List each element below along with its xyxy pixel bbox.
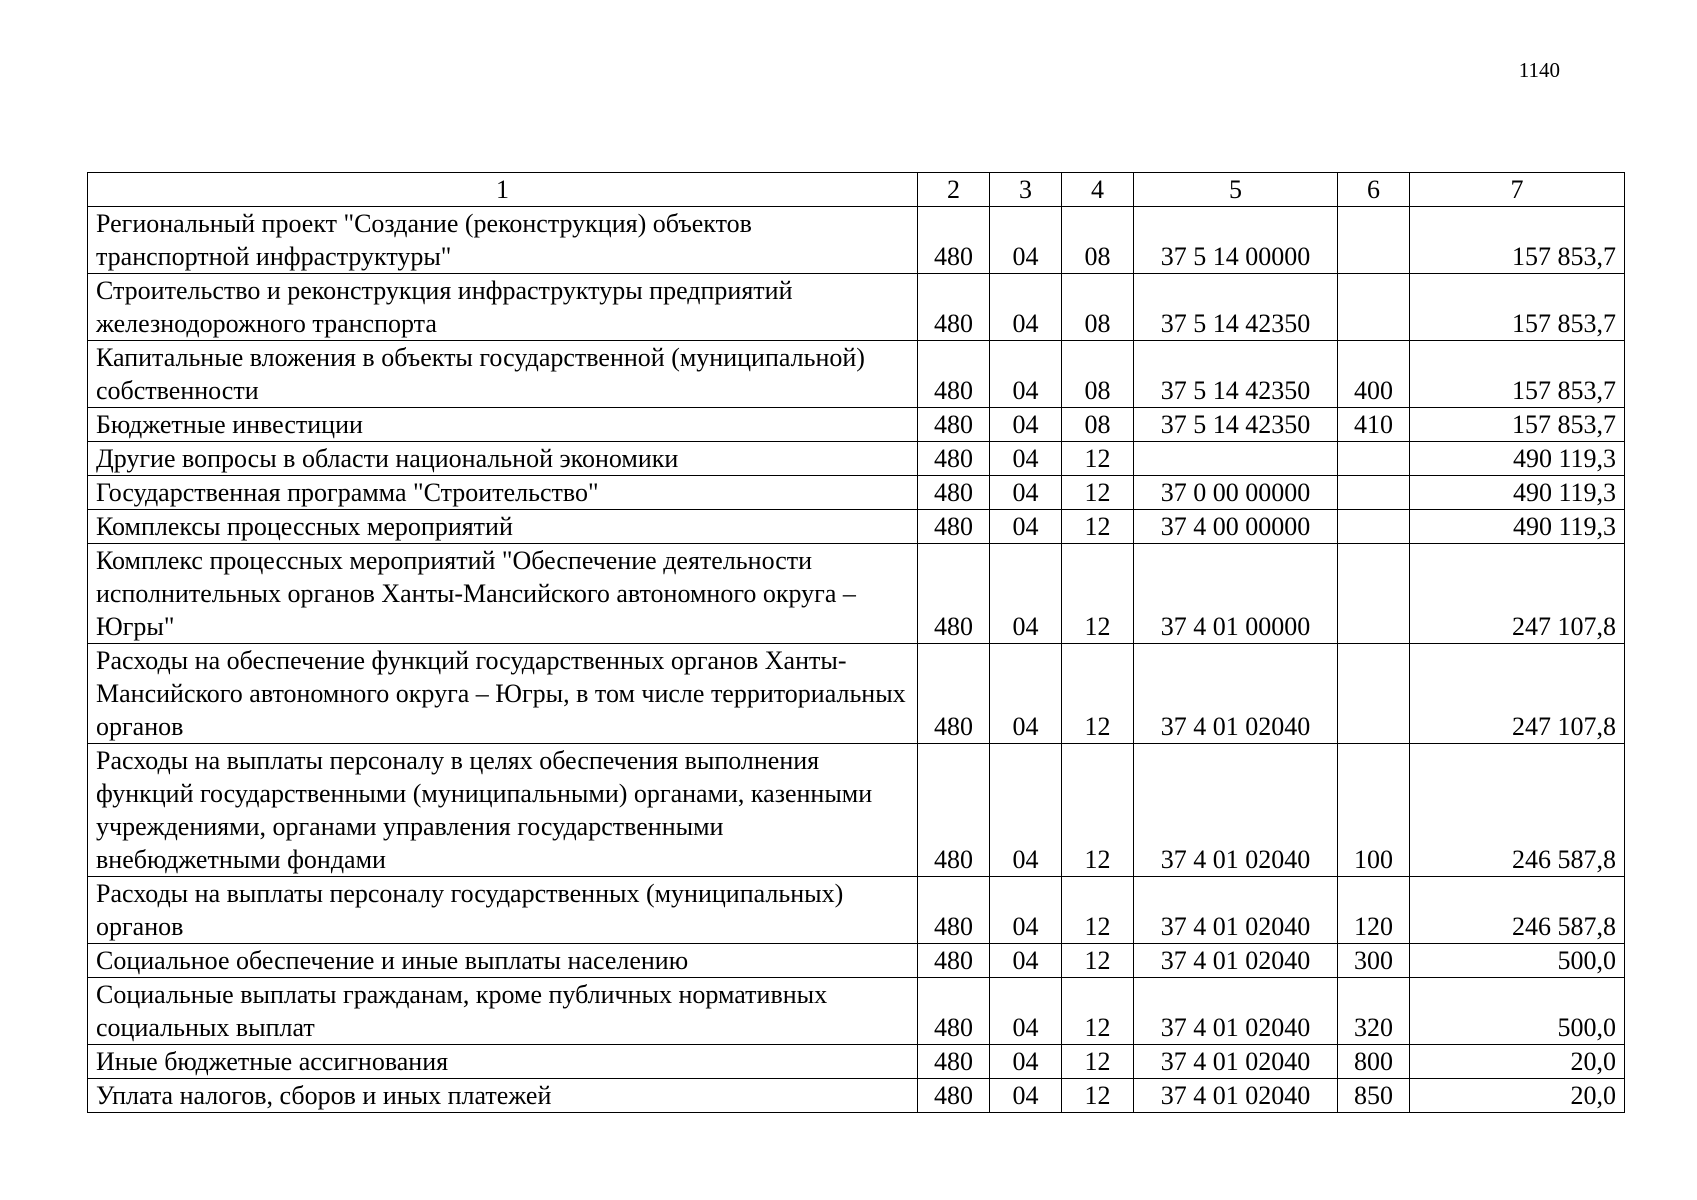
expense-type-cell: 410 [1338, 408, 1410, 442]
expense-type-cell: 300 [1338, 944, 1410, 978]
row-name-cell: Расходы на обеспечение функций государственных органов Ханты-Мансийского автономного округа – Югры, в том числе территориальных органов [88, 644, 918, 744]
expense-type-cell [1338, 274, 1410, 341]
section-code-cell: 04 [990, 274, 1062, 341]
subsection-code-cell: 12 [1062, 510, 1134, 544]
amount-cell: 246 587,8 [1410, 877, 1625, 944]
target-article-cell: 37 4 00 00000 [1134, 510, 1338, 544]
row-name-cell: Строительство и реконструкция инфраструктуры предприятий железнодорожного транспорта [88, 274, 918, 341]
section-code-cell: 04 [990, 877, 1062, 944]
ministry-code-cell: 480 [918, 877, 990, 944]
ministry-code-cell: 480 [918, 408, 990, 442]
table-row [88, 476, 1625, 510]
section-code-cell: 04 [990, 978, 1062, 1045]
target-article-cell: 37 4 01 02040 [1134, 877, 1338, 944]
ministry-code-cell: 480 [918, 476, 990, 510]
subsection-code-cell: 12 [1062, 644, 1134, 744]
target-article-cell: 37 4 01 02040 [1134, 744, 1338, 877]
column-header: 3 [990, 173, 1062, 207]
row-name-cell: Расходы на выплаты персоналу в целях обеспечения выполнения функций государственными (муниципальными) органами, казенными учреждениями, органами управления государственными внебюджетными фондами [88, 744, 918, 877]
ministry-code-cell: 480 [918, 644, 990, 744]
amount-cell: 500,0 [1410, 944, 1625, 978]
ministry-code-cell: 480 [918, 442, 990, 476]
target-article-cell: 37 4 01 00000 [1134, 544, 1338, 644]
table-row [88, 442, 1625, 476]
expense-type-cell: 800 [1338, 1045, 1410, 1079]
section-code-cell: 04 [990, 944, 1062, 978]
table-row [88, 274, 1625, 341]
section-code-cell: 04 [990, 1079, 1062, 1113]
table-row [88, 207, 1625, 274]
target-article-cell: 37 4 01 02040 [1134, 978, 1338, 1045]
section-code-cell: 04 [990, 207, 1062, 274]
table-row [88, 1045, 1625, 1079]
section-code-cell: 04 [990, 408, 1062, 442]
subsection-code-cell: 08 [1062, 408, 1134, 442]
amount-cell: 157 853,7 [1410, 207, 1625, 274]
budget-table [87, 172, 1625, 1113]
subsection-code-cell: 12 [1062, 1045, 1134, 1079]
target-article-cell [1134, 442, 1338, 476]
table-row [88, 408, 1625, 442]
table-row [88, 877, 1625, 944]
table-row [88, 944, 1625, 978]
amount-cell: 247 107,8 [1410, 644, 1625, 744]
amount-cell: 500,0 [1410, 978, 1625, 1045]
column-header: 7 [1410, 173, 1625, 207]
subsection-code-cell: 12 [1062, 744, 1134, 877]
amount-cell: 246 587,8 [1410, 744, 1625, 877]
expense-type-cell: 400 [1338, 341, 1410, 408]
row-name-cell: Другие вопросы в области национальной экономики [88, 442, 918, 476]
section-code-cell: 04 [990, 476, 1062, 510]
subsection-code-cell: 12 [1062, 476, 1134, 510]
column-header: 6 [1338, 173, 1410, 207]
section-code-cell: 04 [990, 442, 1062, 476]
subsection-code-cell: 12 [1062, 877, 1134, 944]
target-article-cell: 37 4 01 02040 [1134, 644, 1338, 744]
target-article-cell: 37 5 14 00000 [1134, 207, 1338, 274]
column-header: 4 [1062, 173, 1134, 207]
ministry-code-cell: 480 [918, 544, 990, 644]
subsection-code-cell: 12 [1062, 544, 1134, 644]
section-code-cell: 04 [990, 544, 1062, 644]
ministry-code-cell: 480 [918, 944, 990, 978]
section-code-cell: 04 [990, 1045, 1062, 1079]
row-name-cell: Расходы на выплаты персоналу государственных (муниципальных) органов [88, 877, 918, 944]
target-article-cell: 37 5 14 42350 [1134, 408, 1338, 442]
table-row [88, 644, 1625, 744]
header-row [88, 173, 1625, 207]
table-row [88, 510, 1625, 544]
amount-cell: 157 853,7 [1410, 408, 1625, 442]
row-name-cell: Иные бюджетные ассигнования [88, 1045, 918, 1079]
expense-type-cell: 850 [1338, 1079, 1410, 1113]
table-row [88, 1079, 1625, 1113]
amount-cell: 490 119,3 [1410, 476, 1625, 510]
target-article-cell: 37 5 14 42350 [1134, 274, 1338, 341]
ministry-code-cell: 480 [918, 341, 990, 408]
row-name-cell: Капитальные вложения в объекты государственной (муниципальной) собственности [88, 341, 918, 408]
expense-type-cell: 320 [1338, 978, 1410, 1045]
column-header: 2 [918, 173, 990, 207]
table-body [88, 207, 1625, 1113]
ministry-code-cell: 480 [918, 1045, 990, 1079]
amount-cell: 20,0 [1410, 1079, 1625, 1113]
amount-cell: 490 119,3 [1410, 510, 1625, 544]
amount-cell: 490 119,3 [1410, 442, 1625, 476]
row-name-cell: Бюджетные инвестиции [88, 408, 918, 442]
ministry-code-cell: 480 [918, 744, 990, 877]
subsection-code-cell: 08 [1062, 341, 1134, 408]
row-name-cell: Комплексы процессных мероприятий [88, 510, 918, 544]
subsection-code-cell: 12 [1062, 978, 1134, 1045]
amount-cell: 20,0 [1410, 1045, 1625, 1079]
column-header: 1 [88, 173, 918, 207]
expense-type-cell: 100 [1338, 744, 1410, 877]
amount-cell: 157 853,7 [1410, 341, 1625, 408]
expense-type-cell [1338, 442, 1410, 476]
ministry-code-cell: 480 [918, 274, 990, 341]
section-code-cell: 04 [990, 644, 1062, 744]
subsection-code-cell: 12 [1062, 1079, 1134, 1113]
subsection-code-cell: 08 [1062, 207, 1134, 274]
row-name-cell: Комплекс процессных мероприятий "Обеспечение деятельности исполнительных органов Ханты-Мансийского автономного округа – Югры" [88, 544, 918, 644]
section-code-cell: 04 [990, 510, 1062, 544]
table-row [88, 544, 1625, 644]
ministry-code-cell: 480 [918, 1079, 990, 1113]
page-number: 1140 [1518, 58, 1560, 82]
ministry-code-cell: 480 [918, 207, 990, 274]
section-code-cell: 04 [990, 341, 1062, 408]
expense-type-cell: 120 [1338, 877, 1410, 944]
target-article-cell: 37 4 01 02040 [1134, 1045, 1338, 1079]
expense-type-cell [1338, 207, 1410, 274]
expense-type-cell [1338, 510, 1410, 544]
target-article-cell: 37 4 01 02040 [1134, 1079, 1338, 1113]
amount-cell: 247 107,8 [1410, 544, 1625, 644]
row-name-cell: Социальные выплаты гражданам, кроме публичных нормативных социальных выплат [88, 978, 918, 1045]
expense-type-cell [1338, 544, 1410, 644]
subsection-code-cell: 12 [1062, 944, 1134, 978]
row-name-cell: Региональный проект "Создание (реконструкция) объектов транспортной инфраструктуры" [88, 207, 918, 274]
table-row [88, 744, 1625, 877]
section-code-cell: 04 [990, 744, 1062, 877]
expense-type-cell [1338, 476, 1410, 510]
amount-cell: 157 853,7 [1410, 274, 1625, 341]
column-header: 5 [1134, 173, 1338, 207]
target-article-cell: 37 4 01 02040 [1134, 944, 1338, 978]
row-name-cell: Уплата налогов, сборов и иных платежей [88, 1079, 918, 1113]
table-row [88, 341, 1625, 408]
expense-type-cell [1338, 644, 1410, 744]
row-name-cell: Государственная программа "Строительство" [88, 476, 918, 510]
row-name-cell: Социальное обеспечение и иные выплаты населению [88, 944, 918, 978]
subsection-code-cell: 12 [1062, 442, 1134, 476]
table-row [88, 978, 1625, 1045]
target-article-cell: 37 5 14 42350 [1134, 341, 1338, 408]
ministry-code-cell: 480 [918, 978, 990, 1045]
subsection-code-cell: 08 [1062, 274, 1134, 341]
target-article-cell: 37 0 00 00000 [1134, 476, 1338, 510]
table-header [88, 173, 1625, 207]
ministry-code-cell: 480 [918, 510, 990, 544]
